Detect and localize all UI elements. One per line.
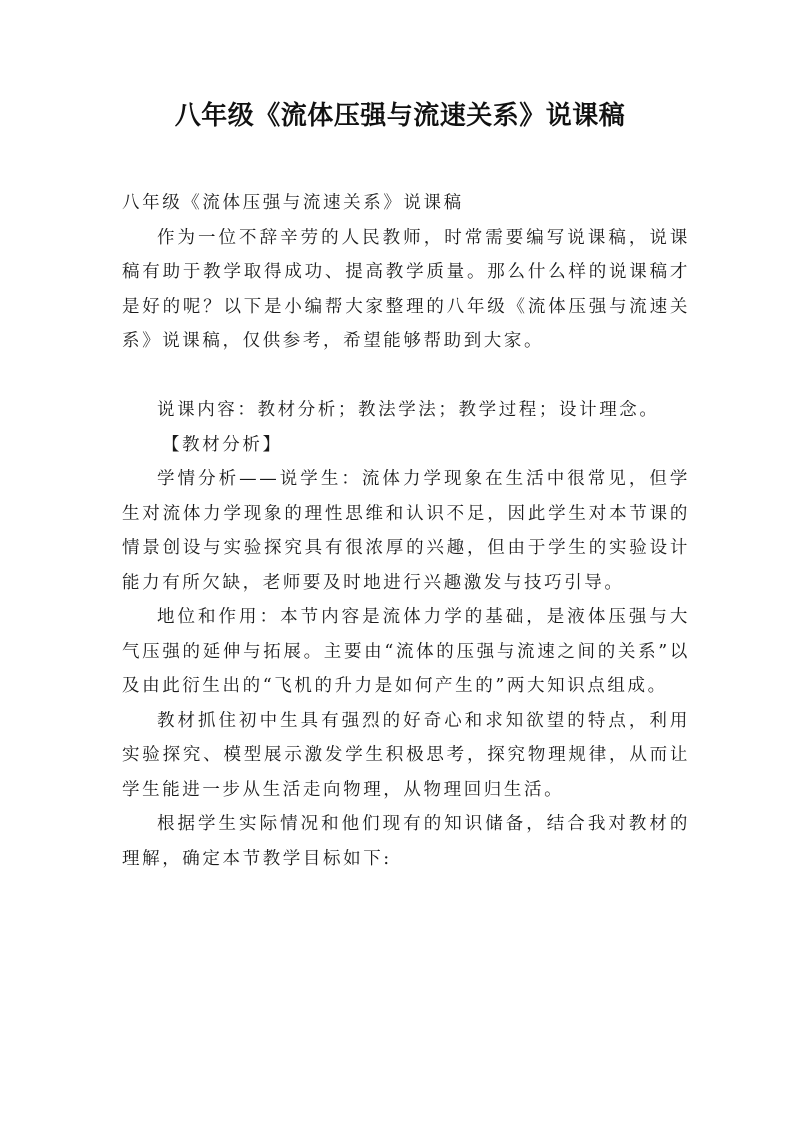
body-paragraph: 教材抓住初中生具有强烈的好奇心和求知欲望的特点，利用实验探究、模型展示激发学生积极思考，探究物理规律，从而让学生能进一步从生活走向物理，从物理回归生活。	[122, 710, 690, 800]
section-heading: 【教材分析】	[162, 434, 283, 455]
intro-paragraph: 作为一位不辞辛劳的人民教师，时常需要编写说课稿，说课稿有助于教学取得成功、提高教学质量。那么什么样的说课稿才是好的呢？以下是小编帮大家整理的八年级《流体压强与流速关系》说课稿，仅供参考，希望能够帮助到大家。	[122, 227, 690, 351]
body-paragraph: 学情分析——说学生：流体力学现象在生活中很常见，但学生对流体力学现象的理性思维和认识不足，因此学生对本节课的情景创设与实验探究具有很浓厚的兴趣，但由于学生的实验设计能力有所欠缺，老师要及时地进行兴趣激发与技巧引导。	[122, 469, 690, 593]
document-body	[122, 186, 690, 876]
blank-line	[122, 359, 690, 394]
body-paragraph: 地位和作用：本节内容是流体力学的基础，是液体压强与大气压强的延伸与拓展。主要由“流体的压强与流速之间的关系”以及由此衍生出的“飞机的升力是如何产生的”两大知识点组成。	[122, 607, 690, 696]
document-subtitle: 八年级《流体压强与流速关系》说课稿	[122, 193, 464, 213]
body-paragraph: 根据学生实际情况和他们现有的知识储备，结合我对教材的理解，确定本节教学目标如下:	[122, 814, 690, 869]
content-summary-line: 说课内容：教材分析；教法学法；教学过程；设计理念。	[157, 400, 660, 420]
document-title: 八年级《流体压强与流速关系》说课稿	[174, 101, 626, 131]
